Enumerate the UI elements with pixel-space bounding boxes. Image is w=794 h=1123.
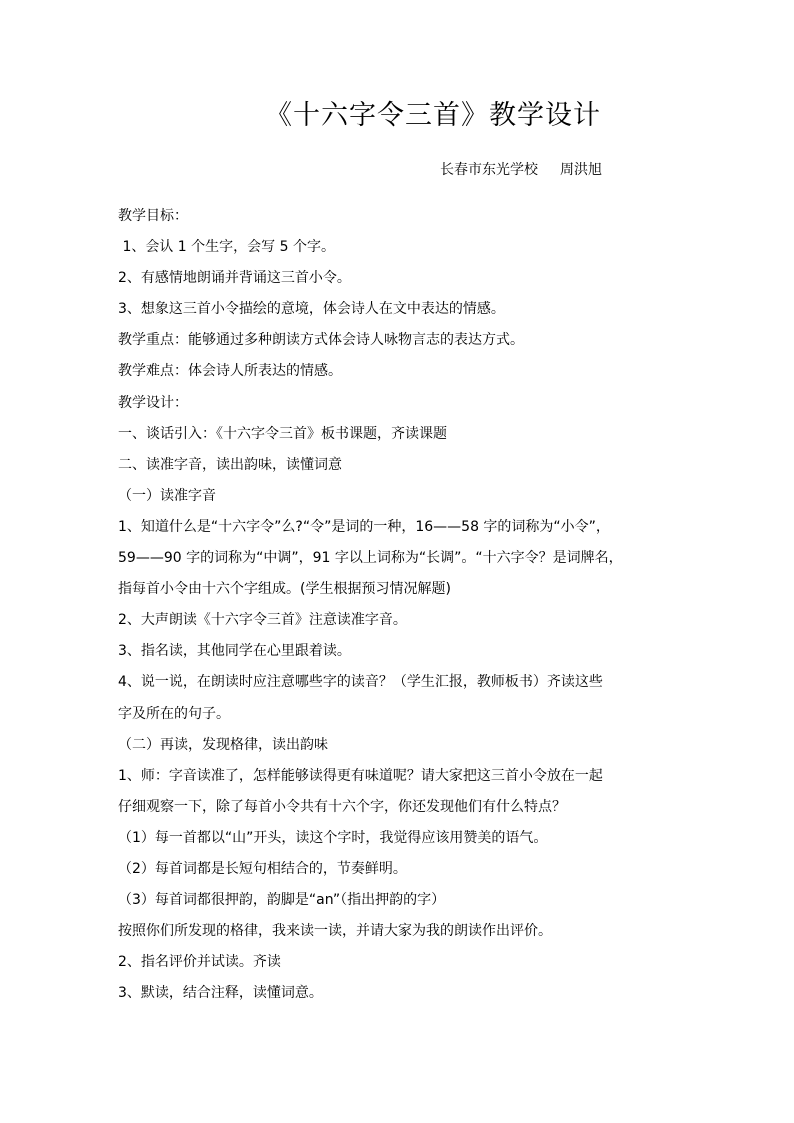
feature-item-3: （3）每首词都很押韵，韵脚是“an”（指出押韵的字） bbox=[118, 892, 446, 909]
paragraph-line: 指每首小令由十六个字组成。(学生根据预习情况解题) bbox=[118, 581, 451, 598]
paragraph-line: 按照你们所发现的格律，我来读一读，并请大家为我的朗读作出评价。 bbox=[118, 923, 552, 940]
paragraph-line: 字及所在的句子。 bbox=[118, 705, 230, 722]
step-1-introduction: 一、谈话引入：《十六字令三首》板书课题，齐读课题 bbox=[118, 425, 447, 442]
author-name: 周洪旭 bbox=[560, 162, 602, 178]
objective-item-3: 3、想象这三首小令描绘的意境，体会诗人在文中表达的情感。 bbox=[118, 301, 505, 318]
feature-item-2: （2）每首词都是长短句相结合的，节奏鲜明。 bbox=[118, 860, 407, 877]
objective-item-1: 1、会认 1 个生字，会写 5 个字。 bbox=[118, 239, 335, 256]
feature-item-1: （1）每一首都以“山”开头，读这个字时，我觉得应该用赞美的语气。 bbox=[118, 829, 548, 846]
section-heading-design: 教学设计： bbox=[118, 394, 188, 411]
paragraph-line: 1、师：字音读准了，怎样能够读得更有味道呢？请大家把这三首小令放在一起 bbox=[118, 767, 603, 784]
paragraph-line: 1、知道什么是“十六字令”么?“令”是词的一种，16——58 字的词称为“小令”， bbox=[118, 518, 610, 535]
step-2-heading: 二、读准字音，读出韵味，读懂词意 bbox=[118, 456, 342, 473]
paragraph-line: 3、指名读，其他同学在心里跟着读。 bbox=[118, 643, 351, 660]
section-heading-objectives: 教学目标： bbox=[118, 208, 188, 224]
document-title: 《十六字令三首》教学设计 bbox=[265, 100, 601, 131]
paragraph-line: 4、说一说，在朗读时应注意哪些字的读音？（学生汇报，教师板书）齐读这些 bbox=[118, 674, 603, 691]
teaching-key-point: 教学重点：能够通过多种朗读方式体会诗人咏物言志的表达方式。 bbox=[118, 332, 524, 349]
paragraph-line: 59——90 字的词称为“中调”，91 字以上词称为“长调”。“十六字令？是词牌名， bbox=[118, 550, 623, 567]
document-body bbox=[118, 202, 678, 1010]
substep-1-heading: （一）读准字音 bbox=[118, 487, 216, 504]
teaching-difficulty: 教学难点：体会诗人所表达的情感。 bbox=[118, 363, 342, 380]
paragraph-line: 仔细观察一下，除了每首小令共有十六个字，你还发现他们有什么特点？ bbox=[118, 798, 566, 815]
paragraph-line: 3、默读，结合注释，读懂词意。 bbox=[118, 985, 323, 1002]
objective-item-2: 2、有感情地朗诵并背诵这三首小令。 bbox=[118, 270, 351, 287]
substep-2-heading: （二）再读，发现格律，读出韵味 bbox=[118, 736, 328, 753]
paragraph-line: 2、指名评价并试读。齐读 bbox=[118, 954, 281, 971]
author-school: 长春市东光学校 bbox=[440, 162, 538, 178]
author-line bbox=[380, 158, 602, 182]
paragraph-line: 2、大声朗读《十六字令三首》注意读准字音。 bbox=[118, 612, 407, 629]
